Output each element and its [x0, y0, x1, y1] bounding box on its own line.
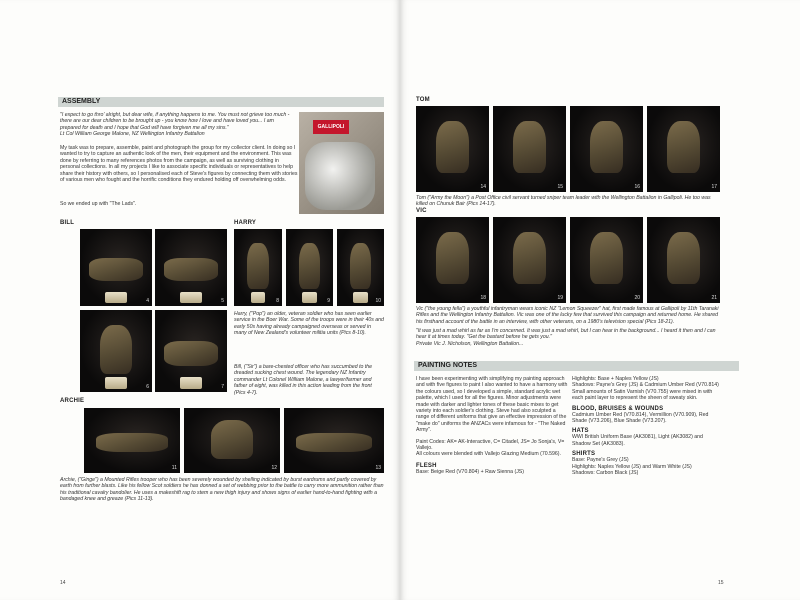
assembly-body: My task was to prepare, assemble, paint and photograph the group for my collector client. In doing so I wanted to try to capture an authentic look of the men, their equipment and the environment. This was done by referring to many references photos from the campaign, as well as surviving clothing in personal collections. In all my projects I like to associate specific individuals or representatives to help share their history with others, so I personalised each of Steve's figures by connecting them with stories of various men who fought and the horrific conditions they endured holding off overwhelming odds.: [60, 145, 298, 184]
vic-quote-attribution: Private Vic J. Nicholson, Wellington Battalion...: [416, 341, 524, 347]
assembly-header: ASSEMBLY: [58, 97, 384, 107]
assembly-quote-attribution: Lt Col William George Malone, NZ Wellington Infantry Battalion: [60, 131, 205, 137]
vic-title: VIC: [416, 208, 427, 214]
bill-photo-6: 6: [80, 310, 152, 392]
painting-notes-right-column: [572, 376, 722, 476]
archie-photo-12: 12: [184, 408, 280, 473]
shirts-shadows: Shadows: Carbon Black (JS): [572, 470, 639, 477]
assembly-quote: "I expect to go thro' alright, but dear wife, if anything happens to me. You must not grieve too much - there are our dear children to be brought up - you know how I love and have loved you... I am prepared for death and I hope that God will have forgiven me all my sins.": [60, 112, 290, 131]
blood-text: Cadmium Umber Red (V70.814), Vermillion (V70.909), Red Shade (V73.206), Blue Shade (V73.207).: [572, 411, 709, 425]
flesh-shadows: Shadows: Payne's Grey (JS) & Cadmium Umber Red (V70.814) Small amounts of Satin Varnish (V70.755) were mixed in with each paint layer to represent the sheen of sweaty skin.: [572, 382, 719, 402]
flesh-highlights: Highlights: Base + Naples Yellow (JS): [572, 376, 659, 382]
assembly-endline: So we ended up with "The Lads".: [60, 201, 137, 207]
tom-photo-15: 15: [493, 106, 566, 192]
flesh-title: FLESH: [416, 462, 437, 469]
harry-title: HARRY: [234, 220, 257, 226]
hats-title: HATS: [572, 428, 589, 435]
bill-photo-4: 4: [80, 229, 152, 306]
harry-photo-9: 9: [286, 229, 333, 306]
vic-caption: Vic ("the young fella") a youthful infantryman wears iconic NZ "Lemon Squeezer" hat, first made famous at Gallipoli by 11th Taranaki Rifles and the Wellington Infantry Battalion. Vic was one of the lucky few that survived this campaign and returned home. He shared his firsthand account of the battle in an interview, with other veterans, on a 1980's television special (Pics 18-21).: [416, 306, 719, 325]
bill-photo-5: 5: [155, 229, 227, 306]
archie-photo-13: 13: [284, 408, 384, 473]
vic-photo-20: 20: [570, 217, 643, 303]
shirts-title: SHIRTS: [572, 451, 596, 458]
vic-photo-18: 18: [416, 217, 489, 303]
flesh-base: Base: Beige Red (V70.804) + Raw Sienna (JS): [416, 468, 524, 475]
gallipoli-sign: GALLIPOLI: [313, 120, 349, 134]
archie-photo-11: 11: [84, 408, 180, 473]
shirts-highlights: Highlights: Naples Yellow (JS) and Warm White (JS): [572, 463, 692, 470]
glazing-note: All colours were blended with Vallejo Glazing Medium (70.596).: [416, 451, 561, 458]
painting-intro: I have been experimenting with simplifying my painting approach and with five figures to paint I also wanted to have a harmony with the colours used, so I developed a simple, standard acrylic wet palette, which I used for all the figures. Minor adjustments were made with darker and lighter tones of these basic mixes to get variety into each soldier's clothing. Steve had also sculpted a range of different uniforms that give an effective impression of the "make do" uniforms the ANZACs were infamous for - "The Naked Army".: [416, 376, 568, 434]
tom-photo-14: 14: [416, 106, 489, 192]
page-number-right: 15: [718, 580, 724, 586]
bill-title: BILL: [60, 220, 75, 226]
paint-codes: Paint Codes: AK= AK-Interactive, C= Citadel, JS= Jo Sonja's, V= Vallejo.: [416, 438, 565, 452]
diorama-photo: [299, 112, 384, 214]
bill-photo-7: 7: [155, 310, 227, 392]
tom-photo-17: 17: [647, 106, 720, 192]
tom-photo-16: 16: [570, 106, 643, 192]
archie-title: ARCHIE: [60, 398, 85, 404]
blood-title: BLOOD, BRUISES & WOUNDS: [572, 405, 664, 412]
archie-caption: Archie, ("Ginge") a Mounted Rifles trooper who has been severely wounded by shelling indicated by burst eardrums and partly covered by earth from further blasts. Like his fellow Scot soldiers he has donned a set of webbing prior to the battle to carry more ammunition rather than his traditional cavalry bandolier. He uses a makeshift rag to stem a new thigh injury and shows signs of earlier hand-to-hand fighting with a bandaged knee and greaze (Pics 11-13).: [60, 477, 384, 503]
diorama-figures: [305, 142, 375, 210]
hats-text: WWI British Uniform Base (AK3081), Light (AK3082) and Shadow Set (AK3083).: [572, 434, 703, 447]
harry-photo-10: 10: [337, 229, 384, 306]
vic-photo-19: 19: [493, 217, 566, 303]
bill-caption: Bill, ("Sir") a bare-chested officer who has succumbed to the dreaded sucking chest wound. The legendary NZ Infantry commander Lt Colonel William Malone, a lawyer/farmer and father of eight, was killed in this action leading from the front (Pics 4-7).: [234, 364, 373, 396]
vic-photo-21: 21: [647, 217, 720, 303]
tom-caption: Tom ("Army the Moon") a Post Office civil servant turned sniper team leader with the Wellington Battalion in Gallipoli. He too was killed on Chunuk Bair (Pics 14-17).: [416, 195, 711, 208]
page-number-left: 14: [60, 580, 66, 586]
painting-notes-header: PAINTING NOTES: [414, 361, 739, 371]
vic-quote: "It was just a mad whirl as far as I'm concerned. It was just a mad whirl, but I can hear in the background... I heard it then and I can hear it at times today. "Get the bastard before he gets you.": [416, 328, 716, 341]
shirts-base: Base: Payne's Grey (JS): [572, 457, 629, 464]
right-page: [400, 0, 800, 600]
harry-photo-8: 8: [234, 229, 282, 306]
painting-notes-left-column: [416, 376, 568, 475]
tom-title: TOM: [416, 97, 430, 103]
harry-caption: Harry, ("Pop") an older, veteran soldier who has seen earlier service in the Boer War. Some of the troops were in their 40s and early 50s having already campaigned overseas or served in many of New Zealand's volunteer militia units (Pics 8-10).: [234, 311, 384, 337]
